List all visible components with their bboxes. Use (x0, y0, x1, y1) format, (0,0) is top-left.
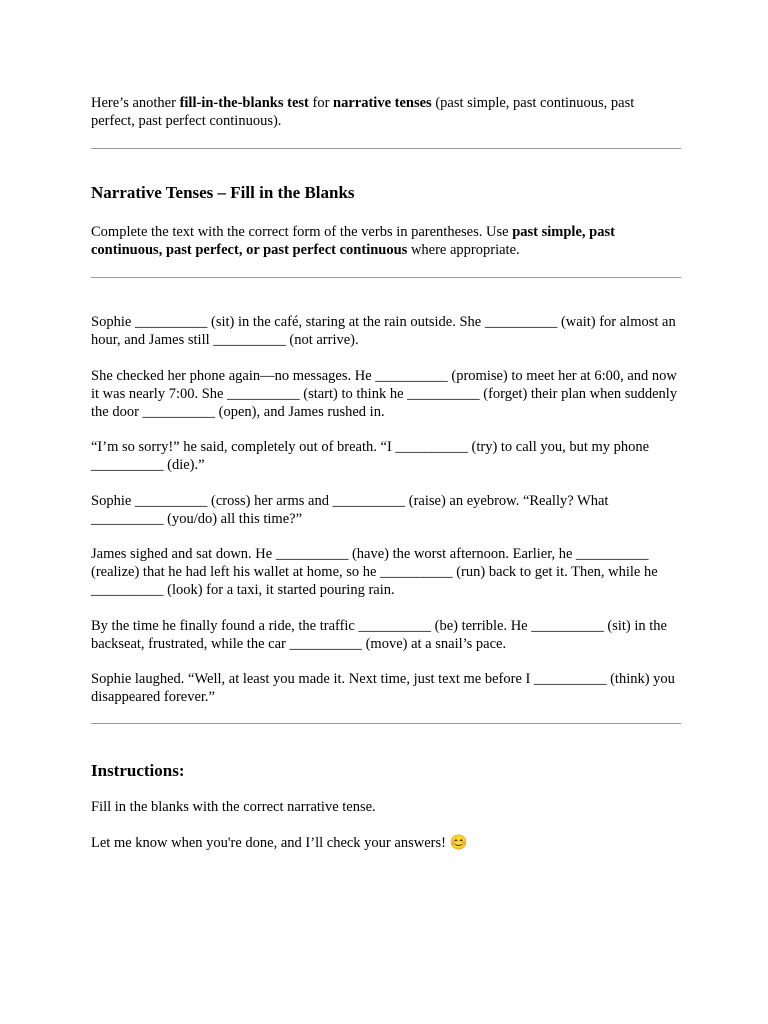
description-bold: past simple, past continuous, past perfect, or past perfect continuous (91, 224, 615, 258)
intro-bold-2: narrative tenses (333, 95, 432, 111)
instructions-title: Instructions: (91, 761, 185, 780)
document-content (91, 94, 681, 852)
exercise-paragraph: By the time he finally found a ride, the traffic __________ (be) terrible. He __________ (sit) in the backseat, frustrated, while the car __________ (move) at a snail’s pace. (91, 617, 667, 652)
intro-bold-1: fill-in-the-blanks test (179, 95, 309, 111)
intro-text (91, 94, 681, 130)
divider (91, 148, 681, 149)
exercise-paragraph: She checked her phone again—no messages. He __________ (promise) to meet her at 6:00, and now it was nearly 7:00. She __________ (start) to think he __________ (forget) their plan when suddenly the door __________ (open), and James rushed in. (91, 367, 678, 420)
intro-text-3: (past simple, past continuous, past perfect, past perfect continuous). (91, 95, 635, 129)
exercise-passage (91, 313, 681, 706)
exercise-paragraph: Sophie laughed. “Well, at least you made it. Next time, just text me before I __________ (think) you disappeared forever.” (91, 671, 675, 705)
instructions-line-1: Fill in the blanks with the correct narrative tense. (91, 799, 376, 815)
exercise-paragraph: “I’m so sorry!” he said, completely out of breath. “I __________ (try) to call you, but my phone __________ (die).” (91, 439, 650, 473)
description-text-2: where appropriate. (407, 242, 520, 258)
divider (91, 723, 681, 724)
exercise-paragraph: James sighed and sat down. He __________ (have) the worst afternoon. Earlier, he __________ (realize) that he had left his wallet at home, so he __________ (run) back to get it. Then, while he __________ (look) for a taxi, it started pouring rain. (91, 546, 658, 598)
exercise-paragraph: Sophie __________ (sit) in the café, staring at the rain outside. She __________ (wait) for almost an hour, and James still __________ (not arrive). (91, 314, 676, 348)
divider (91, 277, 681, 278)
description-text (91, 223, 681, 259)
instructions-line-2: Let me know when you're done, and I’ll check your answers! 😊 (91, 835, 468, 851)
section-title: Narrative Tenses – Fill in the Blanks (91, 183, 355, 202)
description-text-1: Complete the text with the correct form of the verbs in parentheses. Use (91, 224, 513, 240)
intro-text-1: Here’s another (91, 95, 180, 111)
intro-text-2: for (308, 95, 334, 111)
exercise-paragraph: Sophie __________ (cross) her arms and __________ (raise) an eyebrow. “Really? What __________ (you/do) all this time?” (91, 492, 609, 527)
